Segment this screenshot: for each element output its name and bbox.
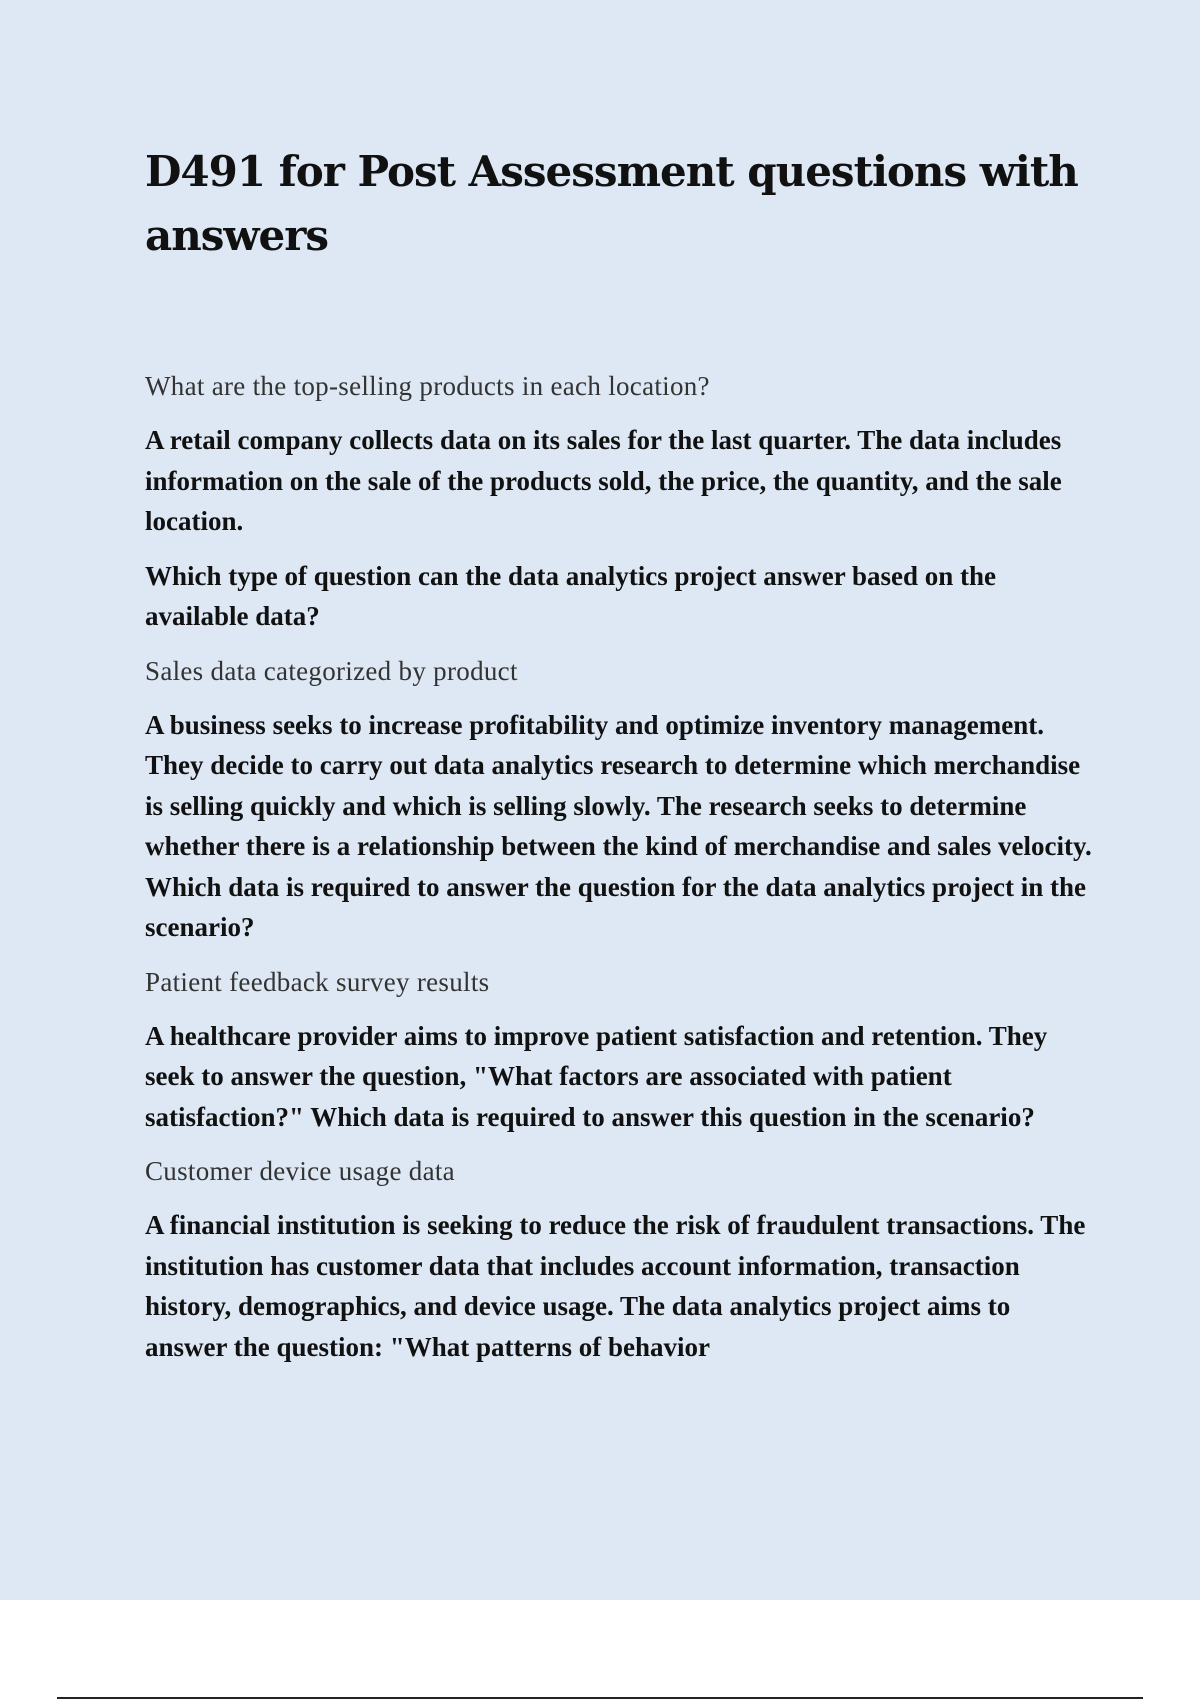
question-text: A business seeks to increase profitability and optimize inventory management. They decide to carry out data analytics research to determine which merchandise is selling quickly and which is selling slowly. The research seeks to determine whether there is a relationship between the kind of merchandise and sales velocity. Which data is required to answer the question for the data analytics project in the scenario?: [145, 709, 1092, 942]
answer-text: Sales data categorized by product: [145, 655, 518, 686]
document-content: [145, 140, 1095, 1381]
question-text: A healthcare provider aims to improve patient satisfaction and retention. They seek to answer the question, "What factors are associated with patient satisfaction?" Which data is required to answer this question in the scenario?: [145, 1020, 1048, 1132]
document-title: D491 for Post Assessment questions with answers: [145, 147, 1078, 260]
answer-text: What are the top-selling products in each location?: [145, 371, 710, 401]
question-text: A financial institution is seeking to reduce the risk of fraudulent transactions. The institution has customer data that includes account information, transaction history, demographics, and device usage. The data analytics project aims to answer the question: "What patterns of behavior: [145, 1210, 1086, 1362]
answer-text: Customer device usage data: [145, 1156, 455, 1186]
footer-divider: [57, 1697, 1143, 1699]
answer-text: Patient feedback survey results: [145, 966, 490, 997]
question-text: Which type of question can the data analytics project answer based on the available data?: [145, 560, 997, 631]
question-text: A retail company collects data on its sales for the last quarter. The data includes information on the sale of the products sold, the price, the quantity, and the sale location.: [145, 425, 1062, 536]
